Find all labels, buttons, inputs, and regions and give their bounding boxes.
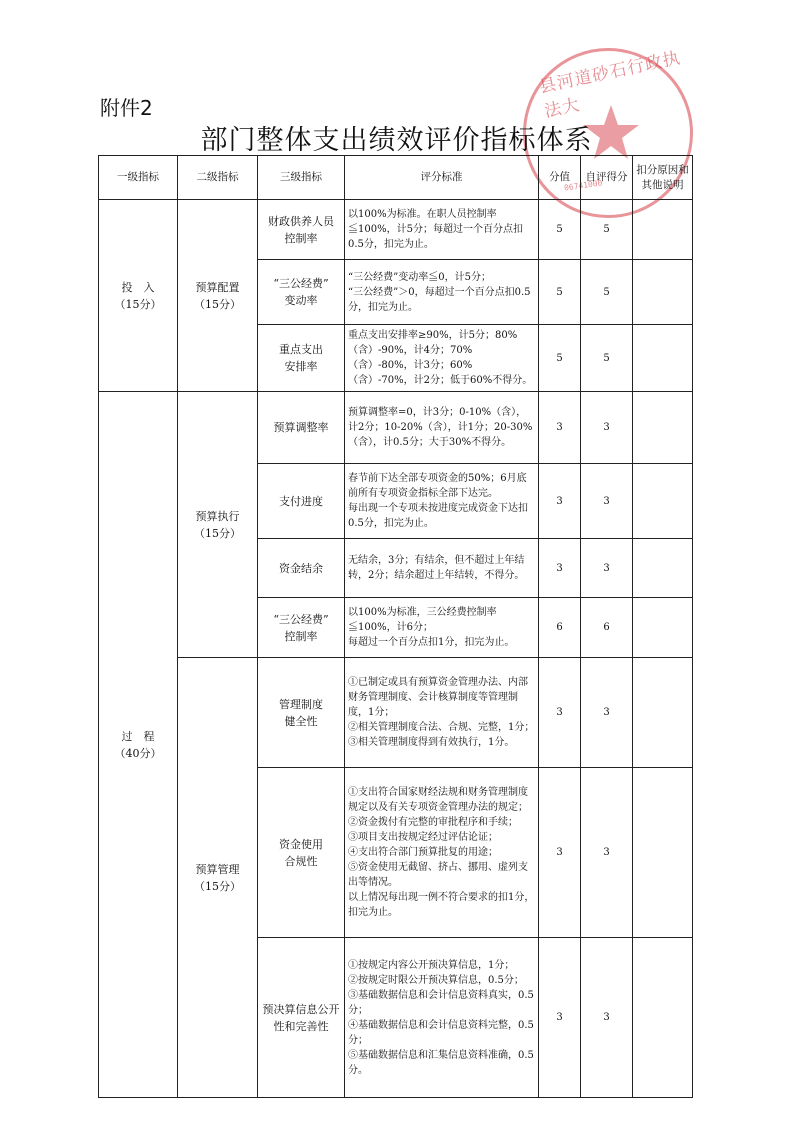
standard-cell: ①支出符合国家财经法规和财务管理制度规定以及有关专项资金管理办法的规定； ②资金拨付有完整的审批程序和手续； ③项目支出按规定经过评估论证； ④支出符合部门预算批复的用途； ⑤资金使用无截留、挤占、挪用、虚列支出等情况。 以上情况每出现一例不符合要求的扣1分，扣完为止。 — [345, 768, 539, 938]
standard-cell: ①已制定或具有预算资金管理办法、内部财务管理制度、会计核算制度等管理制度，1分； ②相关管理制度合法、合规、完整，1分； ③相关管理制度得到有效执行，1分。 — [345, 658, 539, 768]
note-cell — [633, 658, 693, 768]
self-score-cell: 3 — [581, 768, 633, 938]
col-header: 三级指标 — [258, 156, 345, 200]
note-cell — [633, 325, 693, 392]
note-cell — [633, 200, 693, 260]
indicator-cell: 财政供养人员 控制率 — [258, 200, 345, 260]
table-row — [99, 658, 693, 768]
standard-cell: 春节前下达全部专项资金的50%；6月底前所有专项资金指标全部下达完。 每出现一个专项未按进度完成资金下达扣0.5分，扣完为止。 — [345, 464, 539, 539]
page-title: 部门整体支出绩效评价指标体系 — [200, 125, 593, 156]
score-cell: 5 — [539, 260, 581, 325]
seal-text: 县河道砂石行政执法大 — [537, 48, 683, 123]
standard-cell: ①按规定内容公开预决算信息，1分； ②按规定时限公开预决算信息，0.5分； ③基础数据信息和会计信息资料真实，0.5分； ④基础数据信息和会计信息资料完整，0.5分； ⑤基础数据信息和汇集信息资料准确，0.5分。 — [345, 938, 539, 1098]
self-score-cell: 3 — [581, 464, 633, 539]
note-cell — [633, 598, 693, 658]
col-header: 分值 — [539, 156, 581, 200]
standard-cell: 以100%为标准。在职人员控制率≦100%，计5分；每超过一个百分点扣0.5分，扣完为止。 — [345, 200, 539, 260]
score-cell: 3 — [539, 768, 581, 938]
note-cell — [633, 392, 693, 464]
self-score-cell: 5 — [581, 200, 633, 260]
indicator-cell: 预算调整率 — [258, 392, 345, 464]
note-cell — [633, 938, 693, 1098]
score-cell: 3 — [539, 539, 581, 598]
level2-cell: 预算管理 （15分） — [178, 658, 258, 1098]
col-header: 自评得分 — [581, 156, 633, 200]
score-cell: 3 — [539, 938, 581, 1098]
table-row — [99, 200, 693, 260]
standard-cell: 无结余，3分；有结余，但不超过上年结转，2分；结余超过上年结转，不得分。 — [345, 539, 539, 598]
indicator-cell: 支付进度 — [258, 464, 345, 539]
indicator-cell: 重点支出 安排率 — [258, 325, 345, 392]
table-header-row — [99, 156, 693, 200]
standard-cell: “三公经费”变动率≦0，计5分； “三公经费”＞0，每超过一个百分点扣0.5分，扣完为止。 — [345, 260, 539, 325]
self-score-cell: 3 — [581, 392, 633, 464]
self-score-cell: 5 — [581, 260, 633, 325]
standard-cell: 预算调整率=0，计3分；0-10%（含），计2分；10-20%（含），计1分；20-30%（含），计0.5分；大于30%不得分。 — [345, 392, 539, 464]
col-header: 一级指标 — [99, 156, 178, 200]
indicator-table — [98, 155, 693, 1098]
seal-code: 06741000 — [563, 178, 603, 193]
col-header: 评分标准 — [345, 156, 539, 200]
indicator-cell: 资金使用 合规性 — [258, 768, 345, 938]
level2-cell: 预算配置 （15分） — [178, 200, 258, 392]
self-score-cell: 3 — [581, 938, 633, 1098]
score-cell: 6 — [539, 598, 581, 658]
standard-cell: 重点支出安排率≥90%，计5分；80%（含）-90%，计4分；70%（含）-80%，计3分；60%（含）-70%，计2分；低于60%不得分。 — [345, 325, 539, 392]
note-cell — [633, 464, 693, 539]
self-score-cell: 3 — [581, 539, 633, 598]
level2-cell: 预算执行 （15分） — [178, 392, 258, 658]
col-header: 扣分原因和其他说明 — [633, 156, 693, 200]
level1-cell: 过 程 （40分） — [99, 392, 178, 1098]
indicator-cell: 预决算信息公开性和完善性 — [258, 938, 345, 1098]
self-score-cell: 3 — [581, 658, 633, 768]
col-header: 二级指标 — [178, 156, 258, 200]
score-cell: 5 — [539, 325, 581, 392]
score-cell: 3 — [539, 392, 581, 464]
score-cell: 3 — [539, 658, 581, 768]
indicator-cell: 资金结余 — [258, 539, 345, 598]
attachment-label: 附件2 — [100, 96, 153, 120]
standard-cell: 以100%为标准，三公经费控制率≦100%，计6分； 每超过一个百分点扣1分，扣完为止。 — [345, 598, 539, 658]
self-score-cell: 5 — [581, 325, 633, 392]
note-cell — [633, 260, 693, 325]
indicator-cell: “三公经费” 变动率 — [258, 260, 345, 325]
score-cell: 5 — [539, 200, 581, 260]
indicator-cell: “三公经费” 控制率 — [258, 598, 345, 658]
score-cell: 3 — [539, 464, 581, 539]
self-score-cell: 6 — [581, 598, 633, 658]
level1-cell: 投 入 （15分） — [99, 200, 178, 392]
note-cell — [633, 768, 693, 938]
indicator-cell: 管理制度 健全性 — [258, 658, 345, 768]
table-row — [99, 392, 693, 464]
note-cell — [633, 539, 693, 598]
